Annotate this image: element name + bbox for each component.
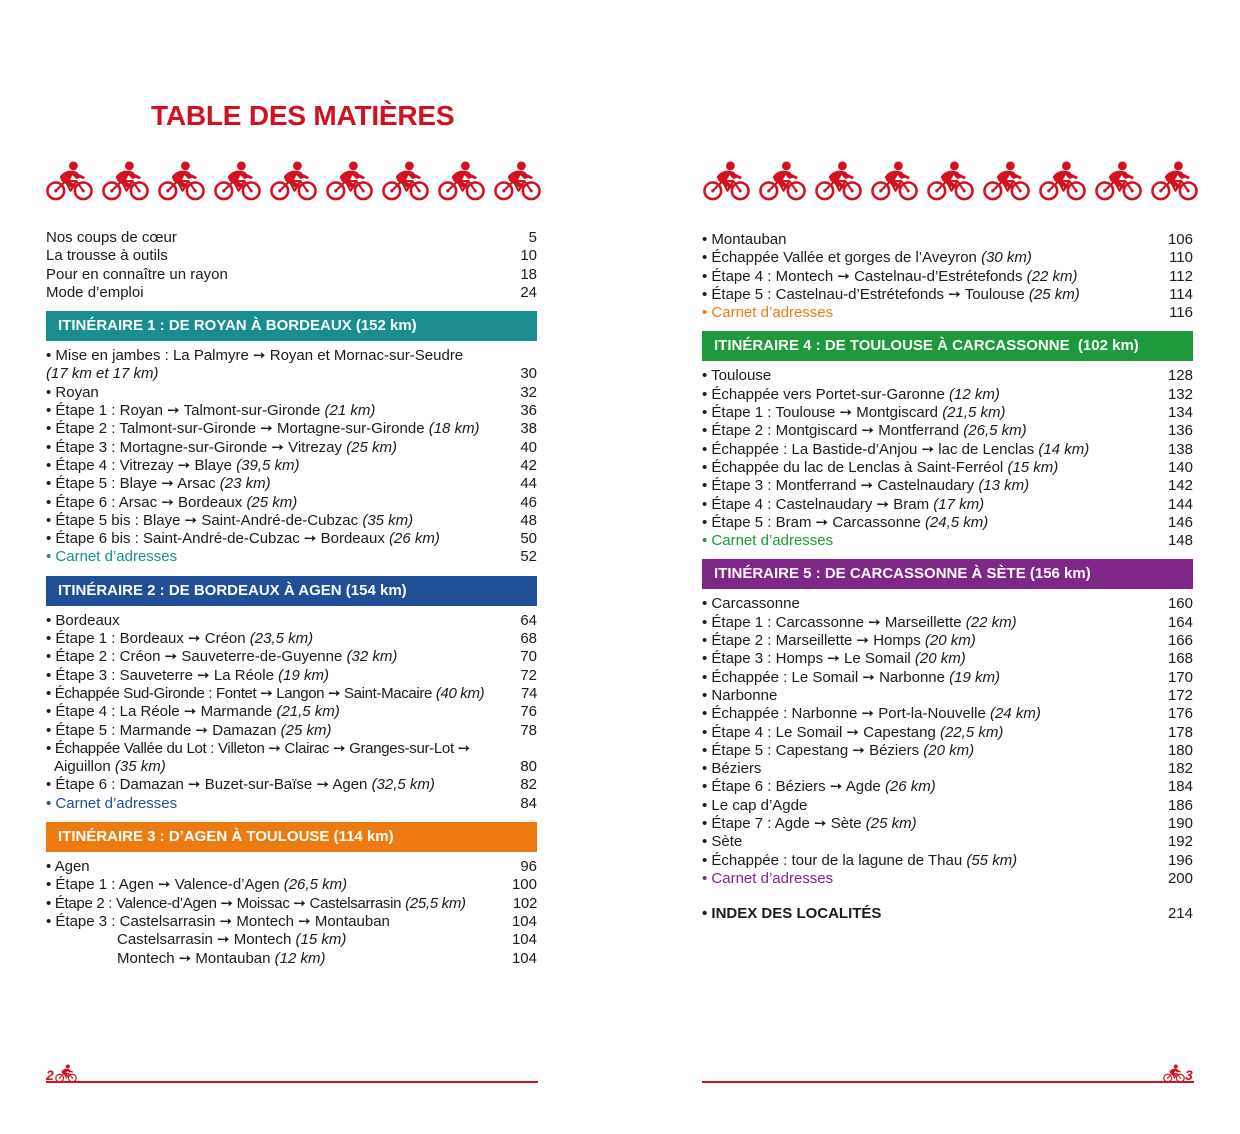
toc-entry[interactable] — [702, 742, 1193, 760]
entry-page: 100 — [511, 876, 537, 894]
entry-page: 76 — [520, 703, 537, 721]
entry-title: • Narbonne — [702, 686, 778, 704]
entry-distance: (23 km) — [219, 475, 271, 493]
section-header-itineraire-4[interactable]: ITINÉRAIRE 4 : DE TOULOUSE À CARCASSONNE (102 km) — [702, 331, 1193, 361]
carnet-link[interactable] — [702, 532, 1193, 550]
toc-entry[interactable] — [702, 496, 1193, 514]
entry-page: 170 — [1167, 668, 1193, 686]
entry-title: • Mise en jambes : La Palmyre ➙ Royan et Mornac-sur-Seudre — [46, 347, 464, 365]
entry-page: 104 — [511, 912, 537, 930]
page-title: TABLE DES MATIÈRES — [151, 100, 455, 131]
toc-entry[interactable] — [46, 457, 537, 475]
entry-title: • Béziers — [702, 760, 762, 778]
entry-title: • Étape 3 : Castelsarrasin ➙ Montech ➙ Montauban — [46, 912, 390, 930]
toc-entry[interactable] — [702, 614, 1193, 632]
entry-title: Mode d’emploi — [46, 283, 144, 301]
entry-title: • Échappée Sud-Gironde : Fontet ➙ Langon ➙ Saint-Macaire — [46, 684, 433, 702]
cyclist-icon — [1163, 1064, 1185, 1084]
entry-title: • Étape 5 : Bram ➙ Carcassonne — [702, 513, 921, 531]
entry-title: • INDEX DES LOCALITÉS — [702, 905, 882, 923]
entry-page: 192 — [1167, 833, 1193, 851]
toc-entry[interactable] — [702, 422, 1193, 440]
entry-distance: (25 km) — [865, 815, 917, 833]
entry-distance: (14 km) — [1038, 440, 1090, 458]
entry-page: 72 — [520, 666, 537, 684]
entry-page: 136 — [1167, 422, 1193, 440]
entry-title: • Étape 2 : Valence-d’Agen ➙ Moissac ➙ Castelsarrasin — [46, 894, 402, 912]
toc-entry[interactable] — [46, 950, 537, 968]
entry-title: • Étape 3 : Mortagne-sur-Gironde ➙ Vitrezay — [46, 438, 343, 456]
toc-right — [702, 231, 1193, 924]
entry-distance: (24,5 km) — [924, 513, 989, 531]
entry-page: 200 — [1167, 869, 1193, 887]
toc-entry[interactable] — [46, 266, 537, 284]
entry-page: 180 — [1167, 741, 1193, 759]
entry-title: • Échappée Vallée et gorges de l’Aveyron — [702, 249, 977, 267]
toc-entry[interactable] — [46, 420, 537, 438]
toc-entry[interactable] — [702, 833, 1193, 851]
toc-entry[interactable] — [702, 231, 1193, 249]
entry-title: • Le cap d’Agde — [702, 796, 808, 814]
entry-distance: (12 km) — [949, 385, 1000, 403]
entry-title: • Toulouse — [702, 367, 772, 385]
toc-entry[interactable] — [702, 595, 1193, 613]
toc-entry[interactable] — [46, 630, 537, 648]
entry-title: • Étape 3 : Montferrand ➙ Castelnaudary — [702, 477, 975, 495]
entry-title: • Étape 5 : Castelnau-d’Estrétefonds ➙ Toulouse — [702, 285, 1025, 303]
entry-page: 104 — [511, 949, 537, 967]
entry-page: 190 — [1167, 815, 1193, 833]
entry-page: 112 — [1169, 267, 1193, 285]
toc-entry[interactable] — [46, 876, 537, 894]
toc-entry[interactable] — [702, 286, 1193, 304]
entry-title: • Carnet d’adresses — [702, 869, 834, 887]
entry-page: 214 — [1167, 905, 1193, 923]
entry-page: 44 — [520, 475, 537, 493]
entry-page: 84 — [520, 794, 537, 812]
toc-entry[interactable] — [46, 722, 537, 740]
toc-entry[interactable] — [46, 439, 537, 457]
entry-title: • Étape 3 : Homps ➙ Le Somail — [702, 650, 911, 668]
entry-page: 128 — [1167, 367, 1193, 385]
entry-page: 164 — [1167, 613, 1193, 631]
entry-title: • Étape 1 : Carcassonne ➙ Marseillette — [702, 613, 962, 631]
entry-page: 78 — [520, 721, 537, 739]
entry-page: 46 — [520, 493, 537, 511]
toc-entry[interactable] — [702, 249, 1193, 267]
entry-page: 160 — [1167, 595, 1193, 613]
entry-title: Aiguillon — [54, 758, 111, 776]
toc-entry[interactable] — [46, 858, 537, 876]
entry-distance: (26,5 km) — [963, 422, 1027, 440]
entry-title: • Étape 5 : Blaye ➙ Arsac — [46, 475, 216, 493]
entry-page: 18 — [520, 265, 537, 283]
toc-entry[interactable] — [702, 386, 1193, 404]
entry-distance: (25 km) — [346, 438, 398, 456]
cyclist-icon — [1151, 160, 1198, 204]
entry-title: • Étape 4 : Le Somail ➙ Capestang — [702, 723, 936, 741]
entry-page: 132 — [1167, 385, 1193, 403]
toc-entry[interactable] — [702, 760, 1193, 778]
entry-page: 116 — [1169, 304, 1193, 322]
toc-entry[interactable] — [46, 229, 537, 247]
entry-page: 5 — [528, 229, 537, 246]
entry-page: 74 — [521, 684, 537, 702]
toc-entry[interactable] — [702, 650, 1193, 668]
cyclist-icon — [438, 160, 485, 204]
cyclist-icon — [871, 160, 918, 204]
entry-distance: (23,5 km) — [249, 630, 314, 648]
entry-distance: (22,5 km) — [939, 723, 1004, 741]
entry-title: • Étape 6 : Arsac ➙ Bordeaux — [46, 493, 243, 511]
entry-page: 106 — [1167, 231, 1193, 248]
entry-distance: (20 km) — [924, 632, 976, 650]
toc-entry[interactable] — [702, 441, 1193, 459]
entry-title: • Sète — [702, 833, 743, 851]
entry-page: 134 — [1167, 404, 1193, 422]
entry-page: 178 — [1167, 723, 1193, 741]
toc-entry[interactable] — [46, 494, 537, 512]
right-page — [620, 0, 1240, 1134]
toc-entry[interactable] — [702, 459, 1193, 477]
entry-title: • Échappée : La Bastide-d’Anjou ➙ lac de Lenclas — [702, 440, 1035, 458]
toc-left — [46, 229, 537, 968]
entry-page: 176 — [1167, 705, 1193, 723]
entry-title: • Échappée du lac de Lenclas à Saint-Ferréol — [702, 458, 1004, 476]
toc-entry[interactable] — [46, 365, 537, 383]
entry-title: • Étape 5 : Marmande ➙ Damazan — [46, 721, 277, 739]
cyclist-icon — [1095, 160, 1142, 204]
entry-page: 38 — [520, 420, 537, 438]
footer-rule — [46, 1081, 538, 1083]
entry-distance: (22 km) — [965, 613, 1017, 631]
entry-distance: (12 km) — [274, 949, 326, 967]
toc-entry[interactable] — [46, 895, 537, 913]
entry-page: 50 — [520, 530, 537, 548]
entry-page: 70 — [520, 648, 537, 666]
entry-distance: (39,5 km) — [236, 456, 300, 474]
entry-title: • Étape 5 : Capestang ➙ Béziers — [702, 741, 920, 759]
toc-entry[interactable] — [702, 705, 1193, 723]
entry-title: • Étape 4 : Castelnaudary ➙ Bram — [702, 495, 930, 513]
toc-entry[interactable] — [702, 724, 1193, 742]
index-link[interactable] — [702, 905, 1193, 923]
entry-title: • Montauban — [702, 231, 787, 248]
entry-distance: (35 km) — [362, 511, 414, 529]
entry-page: 10 — [520, 247, 537, 265]
entry-page: 144 — [1167, 495, 1193, 513]
entry-distance: (24 km) — [989, 705, 1041, 723]
toc-entry[interactable] — [46, 685, 537, 703]
entry-distance: (13 km) — [978, 477, 1030, 495]
toc-entry[interactable] — [46, 913, 537, 931]
cyclist-icon — [1039, 160, 1086, 204]
entry-page: 114 — [1169, 285, 1193, 303]
carnet-link[interactable] — [46, 548, 537, 566]
footer-rule — [702, 1081, 1194, 1083]
entry-distance: (25 km) — [246, 493, 298, 511]
toc-entry[interactable] — [702, 778, 1193, 796]
entry-title: • Étape 7 : Agde ➙ Sète — [702, 815, 862, 833]
entry-page: 48 — [520, 511, 537, 529]
page-number: 3 — [1185, 1067, 1193, 1083]
entry-title: • Échappée : Le Somail ➙ Narbonne — [702, 668, 945, 686]
cyclist-icon — [102, 160, 149, 204]
toc-entry[interactable] — [46, 530, 537, 548]
entry-title: • Étape 1 : Royan ➙ Talmont-sur-Gironde — [46, 402, 321, 420]
entry-title: • Agen — [46, 858, 90, 876]
entry-distance: (25,5 km) — [405, 894, 466, 912]
cyclist-icon — [158, 160, 205, 204]
entry-title: • Étape 4 : Montech ➙ Castelnau-d’Estrétefonds — [702, 267, 1023, 285]
toc-entry[interactable] — [46, 347, 537, 365]
entry-title: • Échappée : tour de la lagune de Thau — [702, 851, 963, 869]
entry-distance: (21,5 km) — [942, 404, 1006, 422]
entry-title: • Étape 6 bis : Saint-André-de-Cubzac ➙ Bordeaux — [46, 530, 385, 548]
toc-entry[interactable] — [702, 632, 1193, 650]
entry-title: • Carnet d’adresses — [46, 548, 178, 566]
entry-title: • Échappée vers Portet-sur-Garonne — [702, 385, 945, 403]
entry-title: • Échappée Vallée du Lot : Villeton ➙ Clairac ➙ Granges-sur-Lot ➙ — [46, 739, 470, 757]
entry-title: La trousse à outils — [46, 247, 168, 265]
cyclist-icon — [382, 160, 429, 204]
cyclist-icon — [494, 160, 541, 204]
entry-distance: (20 km) — [914, 650, 966, 668]
entry-page: 40 — [520, 438, 537, 456]
toc-entry[interactable] — [46, 740, 537, 758]
entry-title: • Étape 2 : Montgiscard ➙ Montferrand — [702, 422, 960, 440]
cyclist-icon — [55, 1064, 77, 1084]
entry-distance: (21,5 km) — [276, 703, 340, 721]
page-number: 2 — [46, 1067, 54, 1083]
cyclist-icon — [270, 160, 317, 204]
entry-title: • Royan — [46, 383, 99, 401]
toc-entry[interactable] — [46, 648, 537, 666]
entry-title: • Étape 2 : Créon ➙ Sauveterre-de-Guyenne — [46, 648, 343, 666]
entry-distance: (26,5 km) — [283, 876, 348, 894]
entry-distance: (25 km) — [280, 721, 332, 739]
entry-page: 32 — [520, 383, 537, 401]
entry-distance: (26 km) — [389, 530, 440, 548]
cyclist-icon — [983, 160, 1030, 204]
entry-title: • Étape 1 : Bordeaux ➙ Créon — [46, 630, 246, 648]
entry-page: 172 — [1167, 686, 1193, 704]
entry-title: • Carcassonne — [702, 595, 800, 613]
entry-distance: (55 km) — [966, 851, 1018, 869]
toc-entry[interactable] — [46, 776, 537, 794]
entry-distance: (25 km) — [1028, 285, 1080, 303]
entry-distance: (21 km) — [324, 402, 376, 420]
toc-entry[interactable] — [46, 512, 537, 530]
entry-page: 148 — [1167, 532, 1193, 550]
entry-page: 168 — [1167, 650, 1193, 668]
entry-page: 36 — [520, 402, 537, 420]
entry-page: 42 — [520, 456, 537, 474]
entry-title: • Carnet d’adresses — [46, 794, 178, 812]
entry-page: 184 — [1167, 778, 1193, 796]
toc-entry[interactable] — [46, 612, 537, 630]
section-header-itineraire-3[interactable]: ITINÉRAIRE 3 : D’AGEN À TOULOUSE (114 km) — [46, 822, 537, 852]
toc-entry[interactable] — [702, 815, 1193, 833]
toc-entry[interactable] — [702, 268, 1193, 286]
entry-page: 80 — [520, 758, 537, 776]
toc-entry[interactable] — [702, 852, 1193, 870]
cyclist-decoration-row — [46, 160, 541, 204]
toc-entry[interactable] — [46, 667, 537, 685]
entry-page: 110 — [1169, 249, 1193, 267]
entry-page: 102 — [512, 894, 537, 912]
entry-distance: (26 km) — [884, 778, 936, 796]
toc-entry[interactable] — [46, 931, 537, 949]
entry-distance: (17 km et 17 km) — [46, 365, 159, 383]
toc-entry[interactable] — [702, 687, 1193, 705]
entry-page: 96 — [520, 858, 537, 876]
entry-title: • Étape 2 : Marseillette ➙ Homps — [702, 632, 921, 650]
entry-distance: (40 km) — [435, 684, 485, 702]
entry-page: 24 — [520, 283, 537, 301]
toc-entry[interactable] — [702, 669, 1193, 687]
cyclist-icon — [703, 160, 750, 204]
entry-page: 186 — [1167, 796, 1193, 814]
entry-page: 142 — [1167, 477, 1193, 495]
cyclist-icon — [927, 160, 974, 204]
entry-title: • Étape 2 : Talmont-sur-Gironde ➙ Mortagne-sur-Gironde — [46, 420, 425, 438]
entry-page: 82 — [520, 776, 537, 794]
cyclist-icon — [759, 160, 806, 204]
toc-entry[interactable] — [702, 367, 1193, 385]
entry-distance: (20 km) — [923, 741, 975, 759]
entry-distance: (15 km) — [295, 931, 347, 949]
toc-entry[interactable] — [702, 404, 1193, 422]
toc-entry[interactable] — [46, 758, 537, 776]
entry-title: • Échappée : Narbonne ➙ Port-la-Nouvelle — [702, 705, 986, 723]
toc-entry[interactable] — [46, 402, 537, 420]
cyclist-icon — [46, 160, 93, 204]
entry-page: 182 — [1167, 760, 1193, 778]
toc-entry[interactable] — [46, 284, 537, 302]
entry-title: • Carnet d’adresses — [702, 304, 834, 322]
entry-title: Montech ➙ Montauban — [117, 949, 271, 967]
cyclist-icon — [214, 160, 261, 204]
toc-entry[interactable] — [46, 384, 537, 402]
entry-distance: (22 km) — [1026, 267, 1078, 285]
entry-distance: (30 km) — [981, 249, 1032, 267]
entry-page: 166 — [1167, 632, 1193, 650]
entry-distance: (32 km) — [346, 648, 398, 666]
entry-title: • Étape 1 : Agen ➙ Valence-d’Agen — [46, 876, 280, 894]
section-header-itineraire-2[interactable]: ITINÉRAIRE 2 : DE BORDEAUX À AGEN (154 km) — [46, 576, 537, 606]
section-header-itineraire-1[interactable]: ITINÉRAIRE 1 : DE ROYAN À BORDEAUX (152 km) — [46, 311, 537, 341]
entry-title: • Étape 3 : Sauveterre ➙ La Réole — [46, 666, 274, 684]
toc-entry[interactable] — [702, 797, 1193, 815]
toc-entry[interactable] — [702, 477, 1193, 495]
entry-title: • Étape 6 : Béziers ➙ Agde — [702, 778, 881, 796]
section-header-itineraire-5[interactable]: ITINÉRAIRE 5 : DE CARCASSONNE À SÈTE (156 km) — [702, 559, 1193, 589]
entry-title: • Bordeaux — [46, 611, 120, 629]
entry-title: • Étape 1 : Toulouse ➙ Montgiscard — [702, 404, 939, 422]
entry-page: 146 — [1167, 513, 1193, 531]
entry-title: • Étape 6 : Damazan ➙ Buzet-sur-Baïse ➙ Agen — [46, 776, 368, 794]
entry-page: 138 — [1167, 440, 1193, 458]
entry-title: • Étape 4 : La Réole ➙ Marmande — [46, 703, 273, 721]
entry-title: • Carnet d’adresses — [702, 532, 834, 550]
cyclist-decoration-row — [703, 160, 1198, 204]
entry-distance: (35 km) — [114, 758, 166, 776]
toc-entry[interactable] — [46, 475, 537, 493]
entry-page: 30 — [520, 365, 537, 383]
cyclist-icon — [815, 160, 862, 204]
entry-page: 64 — [520, 611, 537, 629]
entry-page: 196 — [1167, 851, 1193, 869]
entry-distance: (32,5 km) — [371, 776, 435, 794]
entry-title: • Étape 5 bis : Blaye ➙ Saint-André-de-Cubzac — [46, 511, 359, 529]
entry-title: Pour en connaître un rayon — [46, 265, 228, 283]
carnet-link[interactable] — [702, 870, 1193, 888]
entry-page: 52 — [520, 548, 537, 566]
toc-entry[interactable] — [46, 703, 537, 721]
entry-title: • Étape 4 : Vitrezay ➙ Blaye — [46, 456, 232, 474]
entry-title: Nos coups de cœur — [46, 229, 177, 246]
entry-distance: (15 km) — [1007, 458, 1059, 476]
entry-distance: (17 km) — [933, 495, 985, 513]
toc-entry[interactable] — [702, 514, 1193, 532]
entry-distance: (19 km) — [278, 666, 329, 684]
entry-title: Castelsarrasin ➙ Montech — [117, 931, 292, 949]
entry-distance: (18 km) — [428, 420, 480, 438]
entry-page: 104 — [511, 931, 537, 949]
cyclist-icon — [326, 160, 373, 204]
entry-page: 140 — [1167, 458, 1193, 476]
toc-entry[interactable] — [46, 247, 537, 265]
carnet-link[interactable] — [702, 304, 1193, 322]
entry-distance: (19 km) — [949, 668, 1000, 686]
carnet-link[interactable] — [46, 795, 537, 813]
entry-page: 68 — [520, 630, 537, 648]
